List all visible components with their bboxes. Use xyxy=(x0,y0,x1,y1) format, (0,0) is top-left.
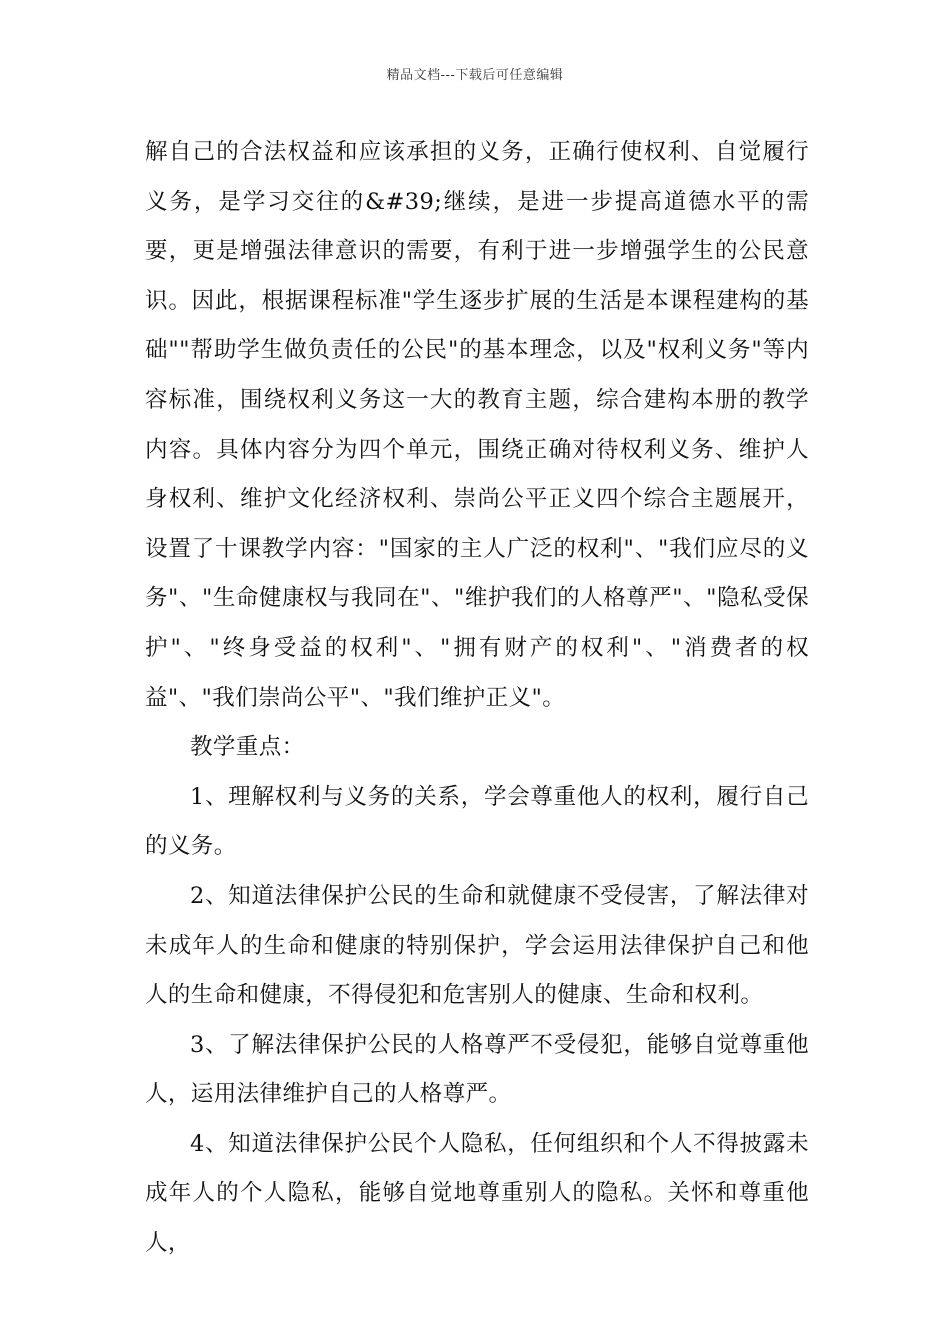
document-body xyxy=(145,128,809,1269)
page-header: 精品文档---下载后可任意编辑 xyxy=(386,68,564,83)
list-item-3: 3、了解法律保护公民的人格尊严不受侵犯，能够自觉尊重他人，运用法律维护自己的人格尊严。 xyxy=(145,1031,809,1108)
body-paragraph-continued: 解自己的合法权益和应该承担的义务，正确行使权利、自觉履行义务，是学习交往的&#39;继续，是进一步提高道德水平的需要，更是增强法律意识的需要，有利于进一步增强学生的公民意识。因此，根据课程标准"学生逐步扩展的生活是本课程建构的基础""帮助学生做负责任的公民"的基本理念，以及"权利义务"等内容标准，围绕权利义务这一大的教育主题，综合建构本册的教学内容。具体内容分为四个单元，围绕正确对待权利义务、维护人身权利、维护文化经济权利、崇尚公平正义四个综合主题展开，设置了十课教学内容："国家的主人广泛的权利"、"我们应尽的义务"、"生命健康权与我同在"、"维护我们的人格尊严"、"隐私受保护"、"终身受益的权利"、"拥有财产的权利"、"消费者的权益"、"我们崇尚公平"、"我们维护正义"。 xyxy=(145,139,809,711)
list-item-2: 2、知道法律保护公民的生命和就健康不受侵害，了解法律对未成年人的生命和健康的特别保护，学会运用法律保护自己和他人的生命和健康，不得侵犯和危害别人的健康、生命和权利。 xyxy=(145,882,809,1009)
list-item-1: 1、理解权利与义务的关系，学会尊重他人的权利，履行自己的义务。 xyxy=(145,783,809,860)
section-heading-teaching-focus: 教学重点： xyxy=(190,734,305,761)
list-item-4: 4、知道法律保护公民个人隐私，任何组织和个人不得披露未成年人的个人隐私，能够自觉地尊重别人的隐私。关怀和尊重他人， xyxy=(145,1130,809,1257)
